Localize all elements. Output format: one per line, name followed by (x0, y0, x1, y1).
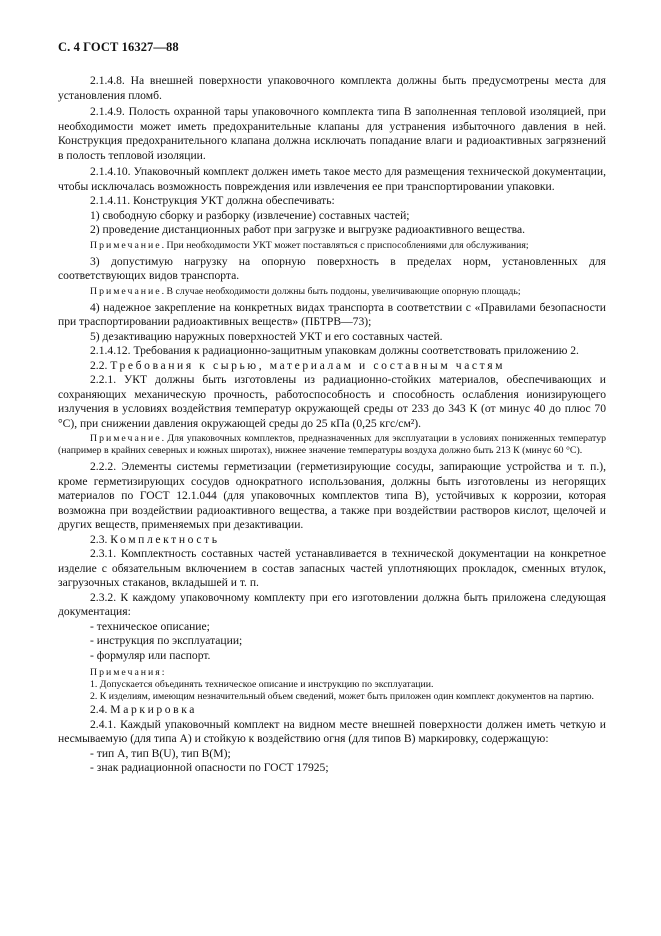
note-label: Примечание (90, 285, 162, 297)
document-body (58, 74, 606, 776)
section-number: 2.4. (90, 703, 108, 716)
clause-2-4-1: 2.4.1. Каждый упаковочный комплект на видном месте внешней поверхности должен иметь четкую и несмываемую (для типа А) и стойкую к воздействию огня (для типов В) маркировку, содержащую: (58, 717, 606, 745)
clause-2-1-4-8: 2.1.4.8. На внешней поверхности упаковочного комплекта должны быть предусмотрены места для установления пломб. (58, 74, 606, 102)
clause-2-3-1: 2.3.1. Комплектность составных частей устанавливается в технической документации на конкретное изделие с обязательным включением в состав запасных частей уплотняющих прокладок, сменных втулок, загрузочных стаканов, вкладышей и т. п. (58, 547, 606, 589)
note-text: . Для упаковочных комплектов, предназначенных для эксплуатации в условиях пониженных температур (например в крайних северных и южных широтах), нижнее значение температуры воздуха должно быть 213 К (минус 60 °С). (58, 433, 606, 456)
page-header: С. 4 ГОСТ 16327—88 (58, 40, 179, 54)
notes-item-1: 1. Допускается объединять техническое описание и инструкцию по эксплуатации. (90, 679, 434, 690)
dash-item: - техническое описание; (90, 619, 210, 633)
clause-2-1-4-11: 2.1.4.11. Конструкция УКТ должна обеспечивать: (90, 194, 335, 207)
list-item-1: 1) свободную сборку и разборку (извлечение) составных частей; (90, 208, 410, 222)
section-2-2-heading (58, 359, 606, 374)
clause-2-1-4-10: 2.1.4.10. Упаковочный комплект должен иметь такое место для размещения технической документации, чтобы исключалась возможность повреждения или извлечения ее при транспортировании упаковки. (58, 165, 606, 193)
list-item-4: 4) надежное закрепление на конкретных видах транспорта в соответствии с «Правилами безопасности при траспортировании радиоактивных веществ» (ПБТРВ—73); (58, 300, 606, 328)
note-3 (58, 433, 606, 457)
notes-heading: Примечания: (90, 667, 167, 678)
note-text: . При необходимости УКТ может поставляться с приспособлениями для обслуживания; (161, 239, 529, 251)
section-title: Маркировка (110, 703, 198, 716)
section-title: Комплектность (110, 532, 220, 546)
section-2-3-heading (58, 533, 606, 548)
note-label: Примечание (90, 239, 162, 251)
list-item-3: 3) допустимую нагрузку на опорную поверхность в пределах норм, установленных для соответствующих видов транспорта. (58, 254, 606, 282)
note-label: Примечание (90, 433, 162, 444)
list-item-5: 5) дезактивацию наружных поверхностей УКТ и его составных частей. (90, 329, 443, 343)
dash-item: - тип А, тип В(U), тип В(М); (90, 746, 231, 760)
section-number: 2.2. (90, 358, 108, 372)
notes-item-2: 2. К изделиям, имеющим незначительный объем сведений, может быть приложен один комплект документов на партию. (90, 691, 594, 702)
section-2-4-heading (58, 703, 606, 718)
list-item-2: 2) проведение дистанционных работ при загрузке и выгрузке радиоактивного вещества. (90, 223, 526, 236)
clause-2-2-1: 2.2.1. УКТ должны быть изготовлены из радиационно-стойких материалов, обеспечивающих и сохраняющих механическую прочность, работоспособность и способность ослабления ионизирующего излучения в условиях воздействия температур окружающей среды от 233 до 343 К (от минус 40 до плюс 70 °С), при снижении давления окружающей среды до 25 кПа (0,25 кгс/см²). (58, 373, 606, 430)
dash-item: - формуляр или паспорт. (90, 648, 211, 662)
section-number: 2.3. (90, 532, 108, 546)
clause-2-2-2: 2.2.2. Элементы системы герметизации (герметизирующие сосуды, запирающие устройства и т. п.), кроме герметизирующих сосудов однократного использования, должны быть изготовлены из негорящих материалов по ГОСТ 12.1.044 (для упаковочных комплектов типа В), устойчивых к коррозии, которая возможна при воздействии радиоактивного вещества, а также при воздействии растворов кислот, щелочей и других веществ, применяемых при дезактивации. (58, 460, 606, 531)
dash-item: - знак радиационной опасности по ГОСТ 17925; (90, 761, 329, 774)
note-text: . В случае необходимости должны быть поддоны, увеличивающие опорную площадь; (161, 285, 521, 297)
clause-2-1-4-9: 2.1.4.9. Полость охранной тары упаковочного комплекта типа В заполненная тепловой изоляцией, при необходимости может иметь предохранительные клапаны для устранения избыточного давления в ней. Конструкция предохранительного клапана должна исключать попадание влаги и радиоактивных загрязнений в полость тепловой изоляции. (58, 105, 606, 162)
clause-2-3-2: 2.3.2. К каждому упаковочному комплекту при его изготовлении должна быть приложена следующая документация: (58, 590, 606, 618)
dash-item: - инструкция по эксплуатации; (90, 634, 243, 647)
note-1 (58, 240, 606, 252)
clause-2-1-4-12: 2.1.4.12. Требования к радиационно-защитным упаковкам должны соответствовать приложению 2. (90, 344, 579, 357)
section-title: Требования к сырью, материалам и составным частям (110, 358, 506, 372)
note-2 (58, 286, 606, 298)
